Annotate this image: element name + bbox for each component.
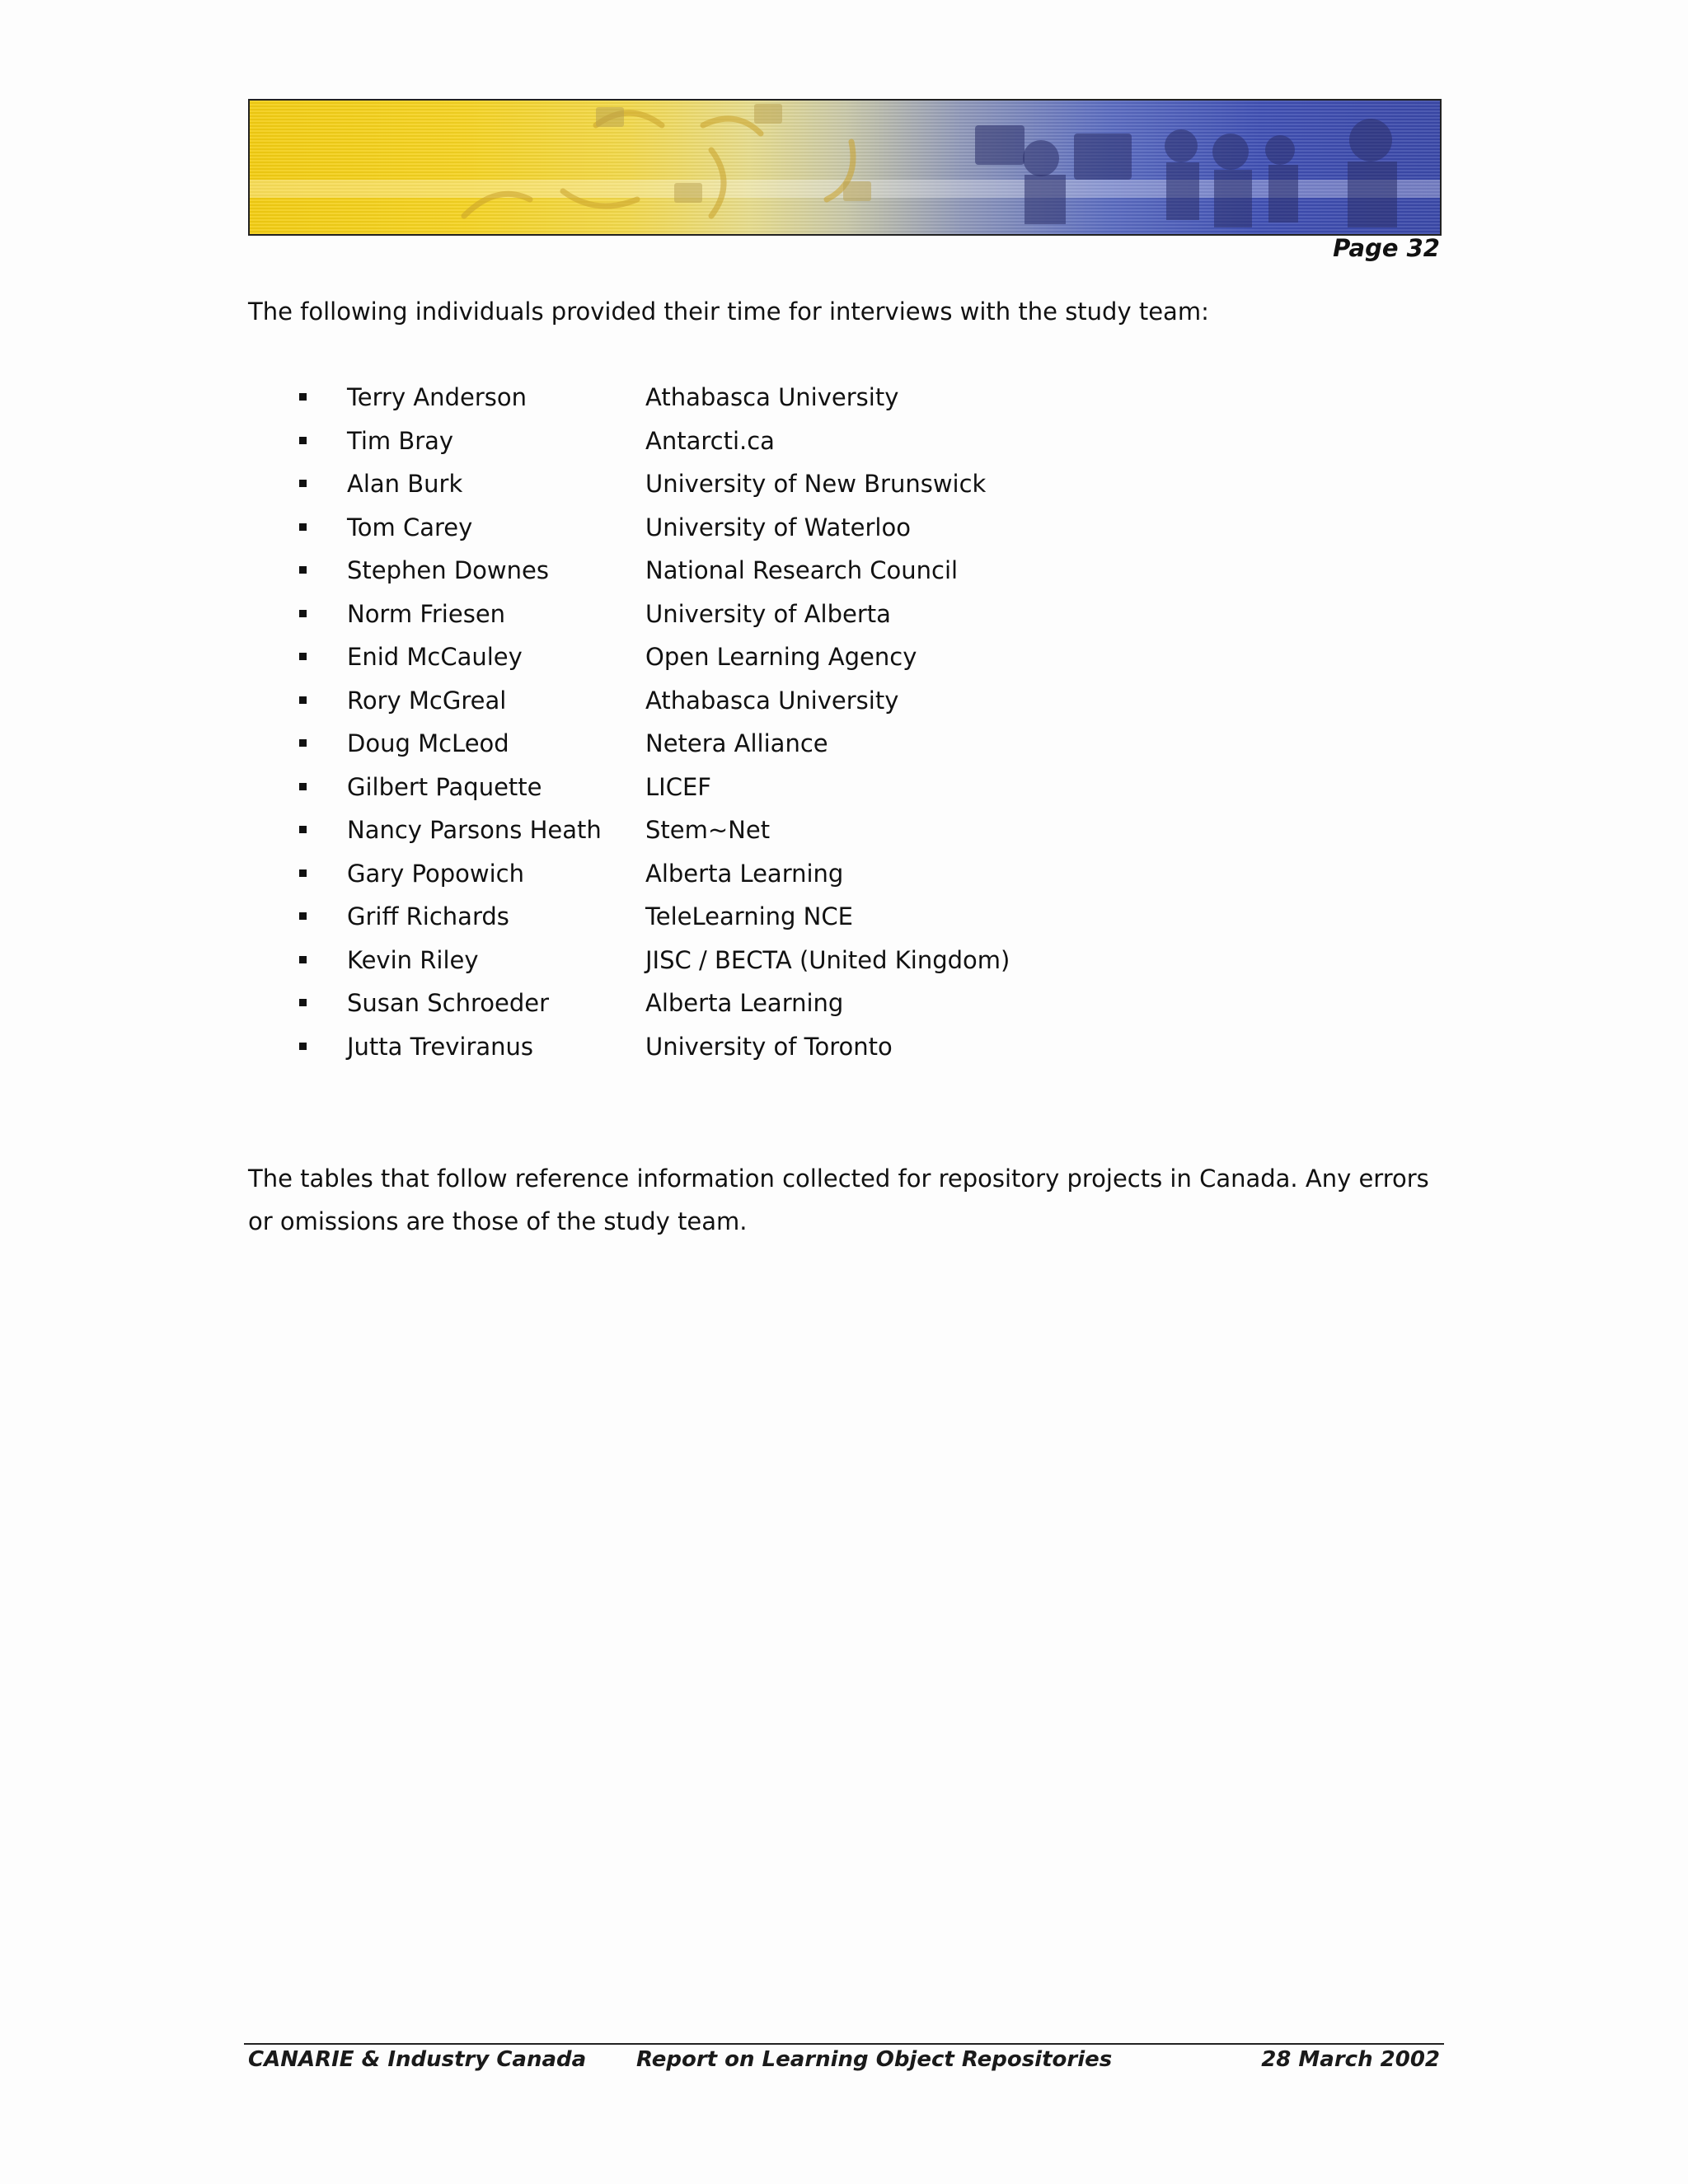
square-bullet-icon <box>299 566 307 574</box>
interviewee-organization: Stem~Net <box>645 816 771 844</box>
square-bullet-icon <box>299 1043 307 1050</box>
interviewee-organization: University of Alberta <box>645 599 891 628</box>
interviewee-name: Tom Carey <box>347 513 473 541</box>
closing-paragraph: The tables that follow reference information collected for repository projects in Canada. Any errors or omissions are those of the study team. <box>248 1165 1429 1235</box>
intro-paragraph: The following individuals provided their time for interviews with the study team: <box>248 298 1209 326</box>
square-bullet-icon <box>299 523 307 531</box>
square-bullet-icon <box>299 696 307 704</box>
interviewee-name: Alan Burk <box>347 470 463 498</box>
interviewee-name: Nancy Parsons Heath <box>347 816 602 844</box>
interviewee-name: Kevin Riley <box>347 945 479 974</box>
square-bullet-icon <box>299 956 307 963</box>
square-bullet-icon <box>299 826 307 833</box>
footer-organization: CANARIE & Industry Canada <box>248 2047 587 2072</box>
interviewee-organization: Alberta Learning <box>645 859 844 888</box>
interviewee-name: Rory McGreal <box>347 686 507 715</box>
interviewee-name: Terry Anderson <box>347 383 527 411</box>
square-bullet-icon <box>299 869 307 877</box>
square-bullet-icon <box>299 480 307 487</box>
interviewee-name: Doug McLeod <box>347 729 509 757</box>
interviewee-organization: Antarcti.ca <box>645 426 775 455</box>
interviewee-name: Jutta Treviranus <box>347 1032 534 1061</box>
interviewee-organization: University of Toronto <box>645 1032 893 1061</box>
interviewee-name: Griff Richards <box>347 902 509 930</box>
interviewee-organization: Open Learning Agency <box>645 643 917 671</box>
footer-date: 28 March 2002 <box>1261 2047 1440 2072</box>
square-bullet-icon <box>299 999 307 1006</box>
interviewee-organization: Athabasca University <box>645 383 899 411</box>
square-bullet-icon <box>299 437 307 444</box>
interviewee-name: Stephen Downes <box>347 556 549 584</box>
square-bullet-icon <box>299 610 307 617</box>
interviewee-organization: University of Waterloo <box>645 513 911 541</box>
square-bullet-icon <box>299 912 307 920</box>
network-computers-illustration <box>250 101 1440 234</box>
header-banner-image <box>248 99 1442 236</box>
interviewee-organization: Alberta Learning <box>645 989 844 1017</box>
interviewee-organization: Athabasca University <box>645 686 899 715</box>
interviewee-name: Gilbert Paquette <box>347 772 542 801</box>
interviewee-organization: National Research Council <box>645 556 959 584</box>
interviewee-organization: University of New Brunswick <box>645 470 987 498</box>
interviewee-name: Susan Schroeder <box>347 989 550 1017</box>
footer-report-title: Report on Learning Object Repositories <box>636 2047 1113 2072</box>
interviewee-organization: Netera Alliance <box>645 729 828 757</box>
square-bullet-icon <box>299 653 307 660</box>
square-bullet-icon <box>299 739 307 747</box>
page-number: Page 32 <box>1333 234 1440 262</box>
interviewee-name: Gary Popowich <box>347 859 524 888</box>
square-bullet-icon <box>299 783 307 790</box>
interviewee-name: Norm Friesen <box>347 599 506 628</box>
interviewee-name: Enid McCauley <box>347 643 523 671</box>
interviewee-organization: LICEF <box>645 772 711 801</box>
footer-divider <box>244 2043 1444 2045</box>
interviewee-organization: JISC / BECTA (United Kingdom) <box>645 945 1010 974</box>
square-bullet-icon <box>299 393 307 401</box>
interviewee-name: Tim Bray <box>347 426 454 455</box>
interviewee-organization: TeleLearning NCE <box>645 902 853 930</box>
